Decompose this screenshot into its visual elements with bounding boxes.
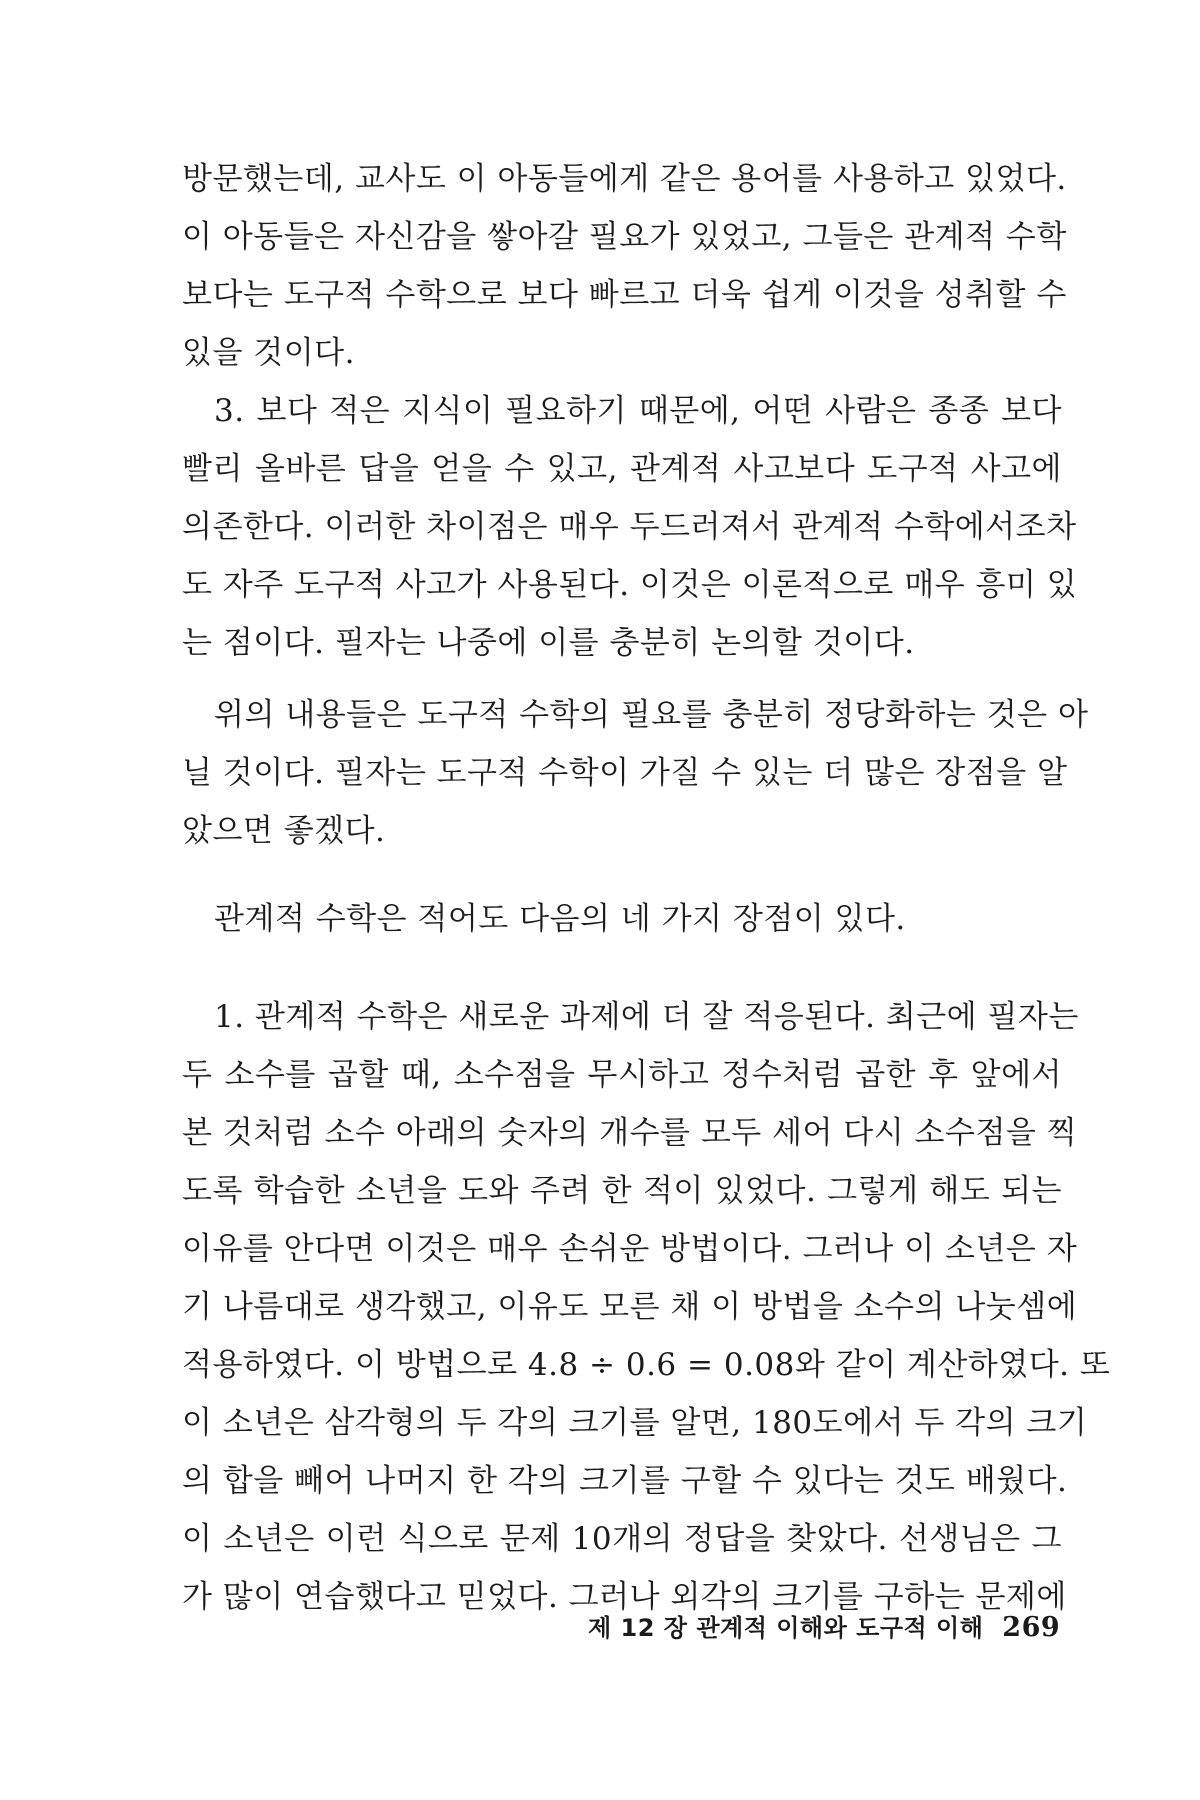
text-line: 방문했는데, 교사도 이 아동들에게 같은 용어를 사용하고 있었다. [182,161,1067,197]
text-line: 있을 것이다. [182,335,355,371]
paragraph-4 [182,890,1062,948]
text-line: 두 소수를 곱할 때, 소수점을 무시하고 정수처럼 곱한 후 앞에서 [182,1057,1062,1093]
text-line: 았으면 좋겠다. [182,813,386,849]
paragraph-3 [182,686,1089,860]
text-line: 이유를 안다면 이것은 매우 손쉬운 방법이다. 그러나 이 소년은 자 [182,1231,1078,1267]
text-line: 위의 내용들은 도구적 수학의 필요를 충분히 정당화하는 것은 아 [214,697,1089,733]
text-line: 닐 것이다. 필자는 도구적 수학이 가질 수 있는 더 많은 장점을 알 [182,755,1068,791]
text-line: 1. 관계적 수학은 새로운 과제에 더 잘 적응된다. 최근에 필자는 [214,999,1079,1035]
page-footer [588,1608,1060,1643]
text-line: 의 합을 빼어 나머지 한 각의 크기를 구할 수 있다는 것도 배웠다. [182,1463,1068,1499]
text-line: 관계적 수학은 적어도 다음의 네 가지 장점이 있다. [214,901,906,937]
text-line: 도록 학습한 소년을 도와 주려 한 적이 있었다. 그렇게 해도 되는 [182,1173,1062,1209]
text-line: 도 자주 도구적 사고가 사용된다. 이것은 이론적으로 매우 흥미 있 [182,567,1078,603]
text-line: 본 것처럼 소수 아래의 숫자의 개수를 모두 세어 다시 소수점을 찍 [182,1115,1078,1151]
page-number: 269 [1002,1612,1061,1643]
paragraph-1 [182,150,1067,382]
paragraph-5 [182,988,1111,1626]
text-line: 보다는 도구적 수학으로 보다 빠르고 더욱 쉽게 이것을 성취할 수 [182,277,1067,313]
text-line: 가 많이 연습했다고 믿었다. 그러나 외각의 크기를 구하는 문제에 [182,1579,1067,1615]
text-line: 빨리 올바른 답을 얻을 수 있고, 관계적 사고보다 도구적 사고에 [182,451,1062,487]
text-line: 3. 보다 적은 지식이 필요하기 때문에, 어떤 사람은 종종 보다 [214,393,1062,429]
text-line: 이 아동들은 자신감을 쌓아갈 필요가 있었고, 그들은 관계적 수학 [182,219,1067,255]
text-line: 적용하였다. 이 방법으로 4.8 ÷ 0.6 = 0.08와 같이 계산하였다. 또 [182,1347,1111,1383]
running-head: 제 12 장 관계적 이해와 도구적 이해 [588,1614,984,1642]
text-line: 이 소년은 이런 식으로 문제 10개의 정답을 찾았다. 선생님은 그 [182,1521,1062,1557]
paragraph-2 [182,382,1078,672]
text-line: 의존한다. 이러한 차이점은 매우 두드러져서 관계적 수학에서조차 [182,509,1077,545]
text-line: 이 소년은 삼각형의 두 각의 크기를 알면, 180도에서 두 각의 크기 [182,1405,1088,1441]
text-line: 는 점이다. 필자는 나중에 이를 충분히 논의할 것이다. [182,625,915,661]
text-line: 기 나름대로 생각했고, 이유도 모른 채 이 방법을 소수의 나눗셈에 [182,1289,1078,1325]
